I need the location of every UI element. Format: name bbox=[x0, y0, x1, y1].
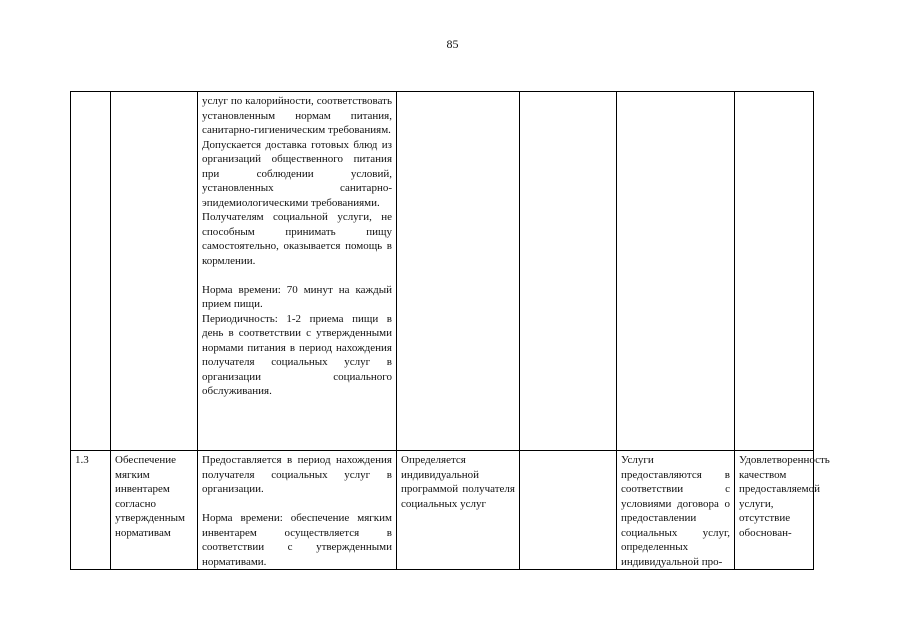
paragraph-gap bbox=[202, 268, 392, 283]
quality-indicators-cell: Удовлетворенность качеством предоставляемой услуги, отсутствие обоснован- bbox=[735, 451, 814, 570]
service-description-cell bbox=[198, 451, 397, 570]
description-paragraph: Допускается доставка готовых блюд из организаций общественного питания при соблюдении условий, установленных санитарно-эпидемиологическими требованиями. bbox=[202, 138, 392, 209]
table-row bbox=[71, 92, 814, 451]
empty-cell bbox=[520, 92, 617, 451]
description-paragraph: Норма времени: обеспечение мягким инвентарем осуществляется в соответствии с утвержденными нормативами. bbox=[202, 512, 392, 568]
service-volume-cell: Определяется индивидуальной программой получателя социальных услуг bbox=[397, 451, 520, 570]
page-number: 85 bbox=[446, 37, 459, 51]
row-number-cell bbox=[71, 92, 111, 451]
quality-indicators-cell bbox=[735, 92, 814, 451]
empty-cell bbox=[520, 451, 617, 570]
paragraph-gap bbox=[202, 497, 392, 512]
description-paragraph: Норма времени: 70 минут на каждый прием пищи. bbox=[202, 283, 392, 310]
service-conditions-cell bbox=[617, 92, 735, 451]
service-description-cell bbox=[198, 92, 397, 451]
service-name-cell: Обеспечение мягким инвентарем согласно утвержденным нормативам bbox=[111, 451, 198, 570]
description-paragraph: Периодичность: 1-2 приема пищи в день в соответствии с утвержденными нормами питания в период нахождения получателя социальных услуг в организации социального обслуживания. bbox=[202, 312, 392, 397]
service-name-cell bbox=[111, 92, 198, 451]
description-paragraph: Предоставляется в период нахождения получателя социальных услуг в организации. bbox=[202, 454, 392, 495]
service-volume-cell bbox=[397, 92, 520, 451]
row-number-cell: 1.3 bbox=[71, 451, 111, 570]
table-row bbox=[71, 451, 814, 570]
description-paragraph: Получателям социальной услуги, не способным принимать пищу самостоятельно, оказывается помощь в кормлении. bbox=[202, 211, 392, 267]
service-conditions-cell: Услуги предоставляются в соответствии с условиями договора о предоставлении социальных услуг, определенных индивидуальной про- bbox=[617, 451, 735, 570]
services-table bbox=[70, 91, 830, 570]
description-paragraph: услуг по калорийности, соответствовать установленным нормам питания, санитарно-гигиеническим требованиям. bbox=[202, 95, 392, 136]
